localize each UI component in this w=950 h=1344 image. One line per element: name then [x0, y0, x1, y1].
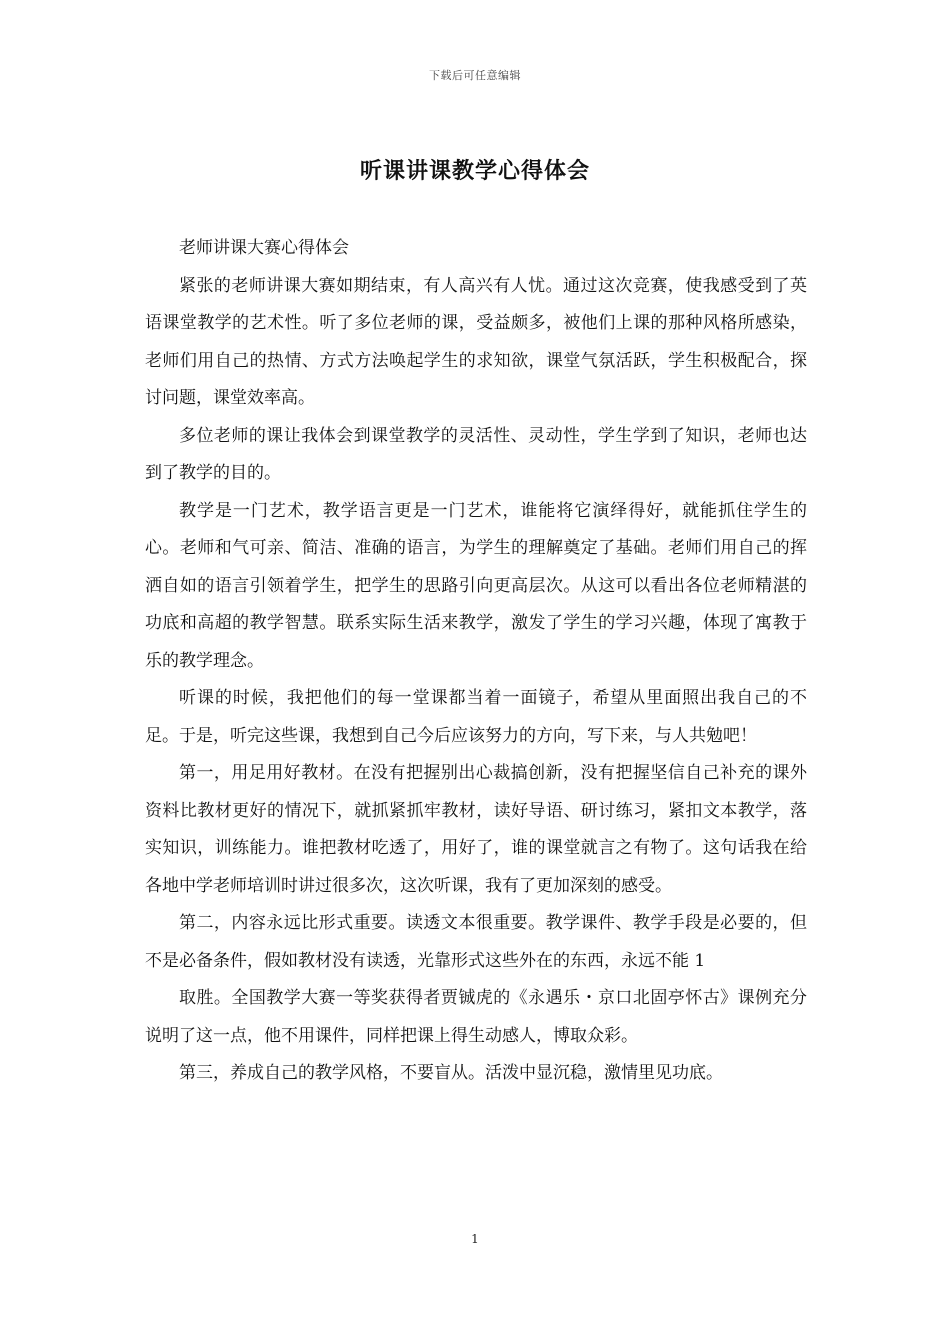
paragraph: 第三，养成自己的教学风格，不要盲从。活泼中显沉稳，激情里见功底。: [179, 1063, 723, 1083]
paragraph: 听课的时候，我把他们的每一堂课都当着一面镜子，希望从里面照出我自己的不足。于是，听完这些课，我想到自己今后应该努力的方向，写下来，与人共勉吧！: [145, 688, 807, 746]
paragraph: 老师讲课大赛心得体会: [179, 238, 349, 258]
document-body: [145, 230, 807, 1093]
header-note: 下载后可任意编辑: [429, 69, 521, 82]
paragraph: 教学是一门艺术，教学语言更是一门艺术，谁能将它演绎得好，就能抓住学生的心。老师和气可亲、简洁、准确的语言，为学生的理解奠定了基础。老师们用自己的挥洒自如的语言引领着学生，把学生的思路引向更高层次。从这可以看出各位老师精湛的功底和高超的教学智慧。联系实际生活来教学，激发了学生的学习兴趣，体现了寓教于乐的教学理念。: [145, 500, 807, 671]
paragraph: 紧张的老师讲课大赛如期结束，有人高兴有人忧。通过这次竞赛，使我感受到了英语课堂教学的艺术性。听了多位老师的课，受益颇多，被他们上课的那种风格所感染，老师们用自己的热情、方式方法唤起学生的求知欲，课堂气氛活跃，学生积极配合，探讨问题，课堂效率高。: [145, 275, 807, 408]
paragraph: 第二，内容永远比形式重要。读透文本很重要。教学课件、教学手段是必要的，但不是必备条件，假如教材没有读透，光靠形式这些外在的东西，永远不能 1: [145, 913, 807, 971]
paragraph: 多位老师的课让我体会到课堂教学的灵活性、灵动性，学生学到了知识，老师也达到了教学的目的。: [145, 425, 807, 483]
paragraph: 第一，用足用好教材。在没有把握别出心裁搞创新，没有把握坚信自己补充的课外资料比教材更好的情况下，就抓紧抓牢教材，读好导语、研讨练习，紧扣文本教学，落实知识，训练能力。谁把教材吃透了，用好了，谁的课堂就言之有物了。这句话我在给各地中学老师培训时讲过很多次，这次听课，我有了更加深刻的感受。: [145, 763, 807, 896]
document-title: 听课讲课教学心得体会: [359, 158, 590, 184]
page-number: 1: [471, 1232, 479, 1246]
paragraph: 取胜。全国教学大赛一等奖获得者贾铖虎的《永遇乐・京口北固亭怀古》课例充分说明了这一点，他不用课件，同样把课上得生动感人，博取众彩。: [145, 988, 807, 1046]
